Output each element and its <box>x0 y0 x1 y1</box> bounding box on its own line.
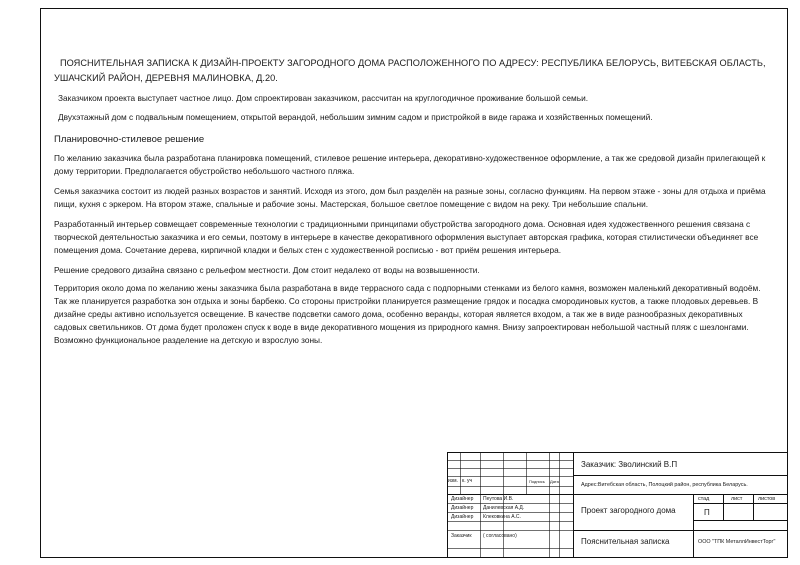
document-body <box>54 56 774 353</box>
name-3: Клековкина А.С. <box>483 514 521 520</box>
role-1: Дизайнер <box>451 496 474 502</box>
name-2: Данилевская А.Д. <box>483 505 525 511</box>
intro-paragraph-2: Двухэтажный дом с подвальным помещением, открытой верандой, небольшим зимним садом и пристройкой в виде гаража и хозяйственных помещений. <box>58 112 653 122</box>
sheet-label: лист <box>731 496 743 502</box>
paragraph-3: Разработанный интерьер совмещает современные технологии с традиционными принципами обустройства загородного дома. Основная идея художественного решения связана с творческой деятельностью заказчика и его семьи, поэтому в интерьере в качестве декоративного оформления выступает авторская графика, которая стилистически объединяет все помещения дома. Сочетание дерева, кирпичной кладки и белых стен с художественной росписью - вот приём решения интерьера. <box>54 219 759 255</box>
sheets-label: листов <box>758 496 776 502</box>
customer-address: Адрес:Витебская область, Полоцкий район, республика Беларусь. <box>581 482 748 488</box>
name-1: Пеутова И.В. <box>483 496 514 502</box>
title-block <box>447 452 788 558</box>
role-4: Заказчик <box>451 533 472 539</box>
stage-label: стад <box>698 496 710 502</box>
col-podpis: Подпись <box>529 479 545 484</box>
paragraph-1: По желанию заказчика была разработана планировка помещений, стилевое решение интерьера, декоративно-художественное оформление, а так же средовой дизайн прилегающей к дому территории. Предполагается обустройство небольшого частного пляжа. <box>54 153 766 176</box>
paragraph-4: Решение средового дизайна связано с рельефом местности. Дом стоит недалеко от воды на возвышенности. <box>54 265 480 275</box>
intro-paragraph-1: Заказчиком проекта выступает частное лицо. Дом спроектирован заказчиком, рассчитан на круглогодичное проживание большой семьи. <box>58 93 589 103</box>
role-2: Дизайнер <box>451 505 474 511</box>
title-line-1: ПОЯСНИТЕЛЬНАЯ ЗАПИСКА К ДИЗАЙН-ПРОЕКТУ ЗАГОРОДНОГО ДОМА РАСПОЛОЖЕННОГО ПО АДРЕСУ: РЕСПУБЛИКА БЕЛОРУСЬ, ВИТЕБСКАЯ ОБЛАСТЬ, <box>60 58 766 68</box>
role-3: Дизайнер <box>451 514 474 520</box>
col-data: Дата <box>550 479 559 484</box>
document-title <box>54 56 774 86</box>
paragraph-5: Территория около дома по желанию жены заказчика была разработана в виде террасного сада с подпорными стенками из белого камня, возможен маленький декоративный водоём. Так же планируется разработка зон отдыха и зоны барбекю. Со стороны пристройки планируется размещение грядок и посадка смородиновых кустов, а также плодовых деревьев. В дизайне среды активно используется освещение. В качестве подсветки самого дома, особенно веранды, которая является входом, а так же в виде разнообразных декоративных садовых светильников. От дома будет проложен спуск к воде в виде декоративного мощения из природного камня. Внизу запроектирован небольшой частный пляж с шезлонгами. Возможно функциональное разделение на детскую и взрослую зоны. <box>54 283 761 345</box>
document-name: Пояснительная записка <box>581 537 670 546</box>
title-line-2: УШАЧСКИЙ РАЙОН, ДЕРЕВНЯ МАЛИНОВКА, Д.20. <box>54 73 278 83</box>
col-izm: изм. <box>448 478 458 484</box>
paragraph-2: Семья заказчика состоит из людей разных возрастов и занятий. Исходя из этого, дом был разделён на разные зоны, согласно функциям. На первом этаже - зоны для отдыха и приёма пищи, кухня с эркером. На втором этаже, спальные и рабочие зоны. Мастерская, большое светлое помещение с видом на реку. Три небольшие спальни. <box>54 186 766 209</box>
name-4: ( согласовано) <box>483 533 517 539</box>
project-name: Проект загородного дома <box>581 506 676 515</box>
stage-value: П <box>704 508 710 517</box>
customer-name: Заказчик: Зволинский В.П <box>581 460 678 469</box>
section-heading: Планировочно-стилевое решение <box>54 134 205 145</box>
company-name: ООО "ТПК МеталлИнвестТорг" <box>698 539 776 545</box>
col-kuch: к. уч <box>462 478 473 484</box>
